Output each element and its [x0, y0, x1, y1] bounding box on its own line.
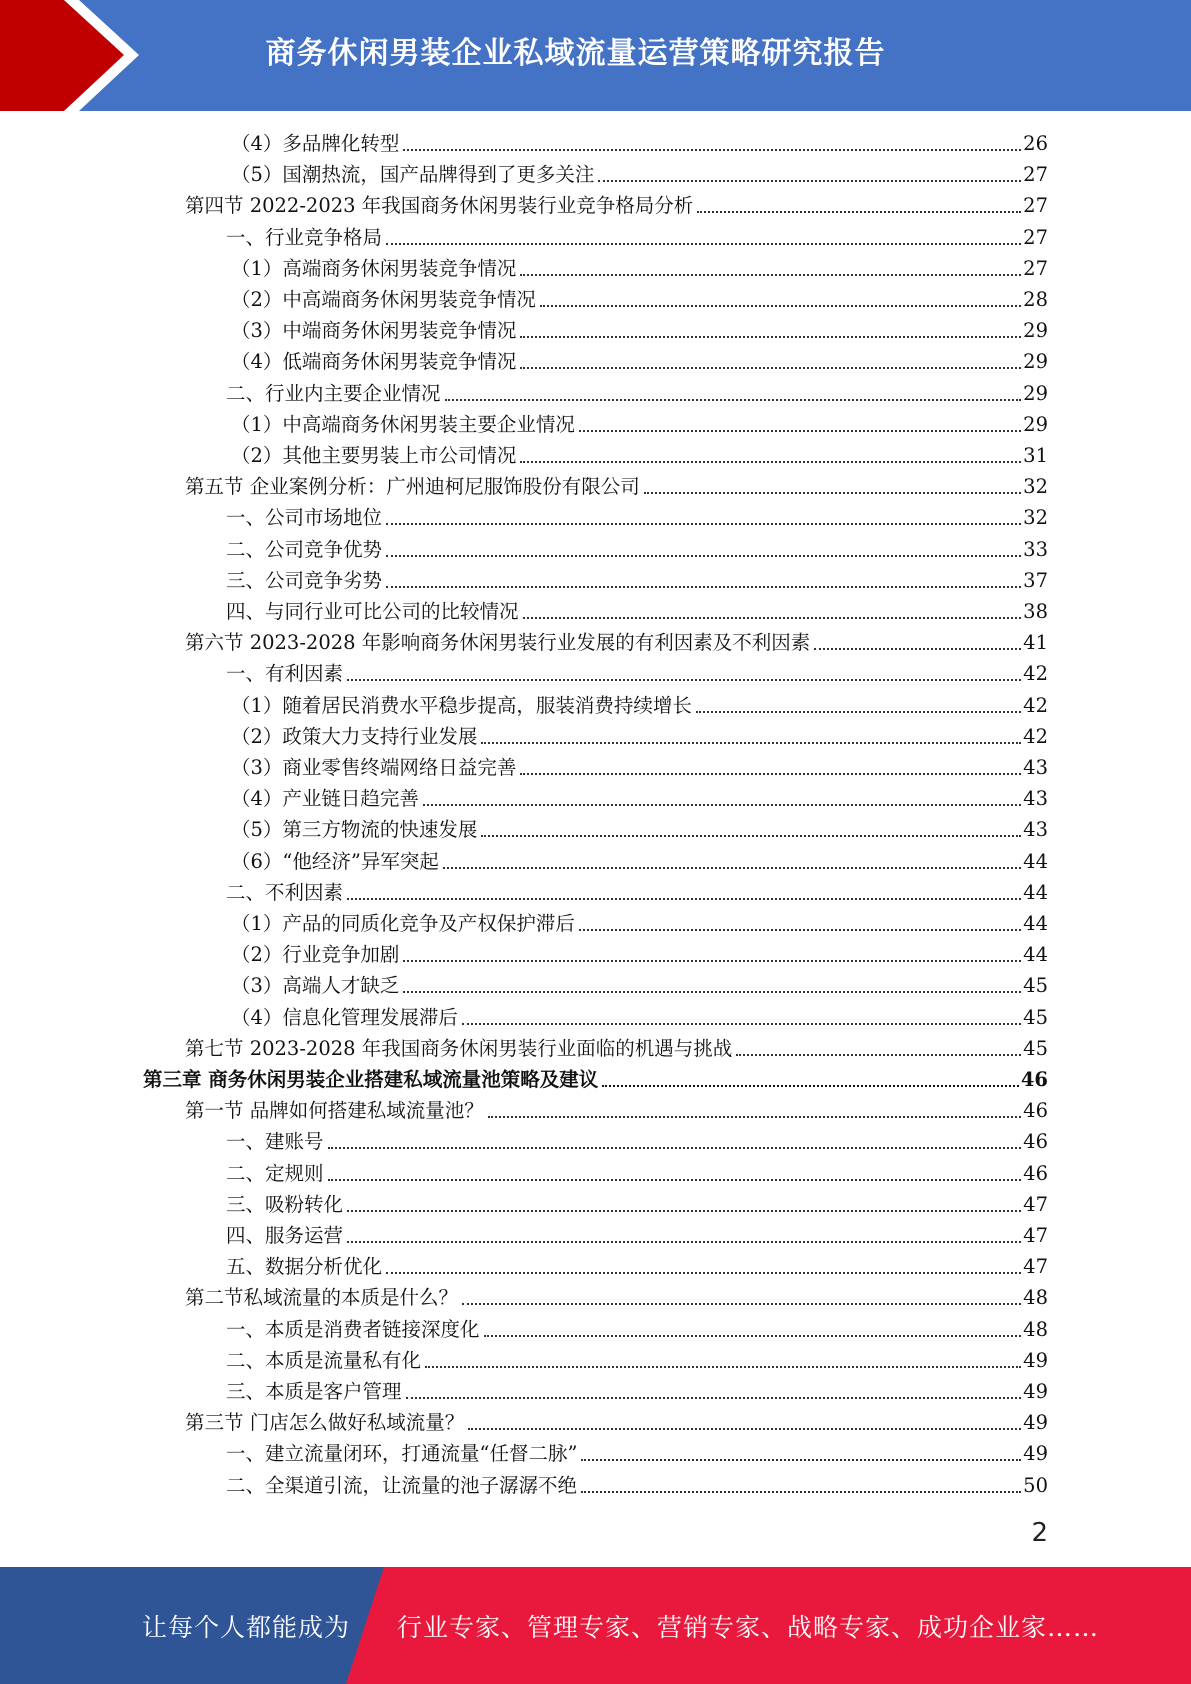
toc-entry-title: 一、有利因素	[226, 662, 344, 686]
toc-entry[interactable]	[185, 627, 1048, 658]
toc-entry[interactable]	[185, 1282, 1048, 1313]
toc-entry[interactable]	[185, 1407, 1048, 1438]
toc-dot-leader	[406, 1397, 1022, 1399]
toc-entry-page: 32	[1023, 475, 1048, 499]
toc-entry-title: 三、公司竞争劣势	[226, 568, 383, 592]
toc-entry-page: 32	[1023, 506, 1048, 530]
toc-entry[interactable]	[231, 440, 1048, 471]
toc-dot-leader	[347, 679, 1021, 681]
toc-dot-leader	[386, 243, 1021, 245]
red-arrow-icon	[0, 0, 160, 111]
footer-slogan-left: 让每个人都能成为	[142, 1612, 351, 1642]
toc-entry-title: 一、建立流量闭环，打通流量“任督二脉”	[226, 1442, 578, 1466]
toc-entry-title: （3）中端商务休闲男装竞争情况	[231, 319, 517, 343]
toc-entry[interactable]	[226, 534, 1048, 565]
toc-entry-page: 41	[1023, 631, 1048, 655]
toc-entry-title: 第六节 2023-2028 年影响商务休闲男装行业发展的有利因素及不利因素	[185, 631, 811, 655]
toc-dot-leader	[386, 555, 1021, 557]
toc-entry-title: 一、建账号	[226, 1130, 324, 1154]
toc-entry-title: 一、公司市场地位	[226, 506, 383, 530]
toc-entry-page: 42	[1023, 662, 1048, 686]
toc-dot-leader	[445, 399, 1022, 401]
toc-entry[interactable]	[231, 346, 1048, 377]
toc-dot-leader	[443, 867, 1021, 869]
toc-entry-page: 45	[1023, 1005, 1048, 1029]
toc-entry[interactable]	[185, 471, 1048, 502]
toc-dot-leader	[403, 991, 1021, 993]
toc-entry-title: 一、行业竞争格局	[226, 225, 383, 249]
toc-entry[interactable]	[231, 783, 1048, 814]
toc-entry-title: 三、吸粉转化	[226, 1192, 344, 1216]
toc-entry-page: 44	[1023, 849, 1048, 873]
toc-entry-title: （6）“他经济”异军突起	[231, 849, 439, 873]
toc-entry[interactable]	[226, 1345, 1048, 1376]
toc-entry-page: 44	[1023, 943, 1048, 967]
toc-dot-leader	[520, 773, 1021, 775]
toc-dot-leader	[347, 1210, 1021, 1212]
toc-dot-leader	[520, 336, 1021, 338]
toc-entry-page: 44	[1023, 880, 1048, 904]
toc-dot-leader	[403, 149, 1021, 151]
toc-entry-page: 29	[1023, 381, 1048, 405]
toc-entry[interactable]	[226, 1438, 1048, 1469]
toc-dot-leader	[697, 211, 1021, 213]
toc-dot-leader	[468, 1428, 1021, 1430]
toc-dot-leader	[481, 742, 1021, 744]
toc-dot-leader	[481, 835, 1021, 837]
toc-dot-leader	[328, 1147, 1022, 1149]
toc-dot-leader	[579, 929, 1021, 931]
toc-entry-title: （5）国潮热流，国产品牌得到了更多关注	[231, 163, 595, 187]
toc-entry[interactable]	[185, 190, 1048, 221]
toc-entry[interactable]	[231, 284, 1048, 315]
toc-dot-leader	[540, 305, 1021, 307]
toc-entry-title: 二、全渠道引流，让流量的池子潺潺不绝	[226, 1473, 578, 1497]
toc-dot-leader	[814, 648, 1021, 650]
toc-entry-page: 31	[1023, 444, 1048, 467]
toc-dot-leader	[462, 1023, 1021, 1025]
toc-entry-page: 46	[1020, 1068, 1048, 1091]
toc-entry-title: （2）其他主要男装上市公司情况	[231, 444, 517, 467]
toc-entry[interactable]	[231, 1002, 1048, 1033]
toc-entry[interactable]	[231, 721, 1048, 752]
toc-entry-page: 37	[1023, 568, 1048, 592]
toc-dot-leader	[403, 960, 1021, 962]
toc-entry-page: 49	[1023, 1348, 1048, 1372]
toc-entry[interactable]	[226, 1189, 1048, 1220]
toc-entry-title: （3）高端人才缺乏	[231, 974, 400, 998]
toc-entry-page: 28	[1023, 288, 1048, 311]
toc-entry-page: 46	[1023, 1161, 1048, 1185]
toc-entry-page: 33	[1023, 537, 1048, 561]
toc-entry-page: 29	[1023, 350, 1048, 374]
toc-entry[interactable]	[226, 658, 1048, 689]
toc-entry-title: 五、数据分析优化	[226, 1255, 383, 1279]
toc-entry-page: 49	[1023, 1442, 1048, 1466]
toc-entry-title: 二、定规则	[226, 1161, 324, 1185]
toc-entry-page: 47	[1023, 1255, 1048, 1279]
toc-entry-title: 第四节 2022-2023 年我国商务休闲男装行业竞争格局分析	[185, 194, 694, 218]
toc-entry-title: 第二节私域流量的本质是什么？	[185, 1286, 459, 1310]
toc-entry[interactable]	[231, 846, 1048, 877]
toc-dot-leader	[520, 274, 1021, 276]
toc-entry[interactable]	[185, 1033, 1048, 1064]
toc-entry-title: 第七节 2023-2028 年我国商务休闲男装行业面临的机遇与挑战	[185, 1036, 733, 1060]
toc-entry[interactable]	[226, 1220, 1048, 1251]
toc-entry-page: 27	[1023, 163, 1048, 187]
toc-entry[interactable]	[226, 1470, 1048, 1501]
toc-entry-page: 46	[1023, 1130, 1048, 1154]
toc-dot-leader	[484, 1335, 1022, 1337]
toc-dot-leader	[696, 711, 1021, 713]
toc-dot-leader	[644, 492, 1021, 494]
toc-entry[interactable]	[231, 128, 1048, 159]
toc-entry-page: 48	[1023, 1286, 1048, 1310]
toc-entry-title: 二、公司竞争优势	[226, 537, 383, 561]
toc-dot-leader	[386, 586, 1021, 588]
toc-entry-title: 三、本质是客户管理	[226, 1380, 402, 1403]
toc-dot-leader	[488, 1116, 1021, 1118]
toc-dot-leader	[598, 180, 1021, 182]
toc-dot-leader	[347, 898, 1021, 900]
toc-dot-leader	[581, 1491, 1021, 1493]
toc-entry[interactable]	[231, 970, 1048, 1001]
toc-dot-leader	[425, 1366, 1021, 1368]
toc-entry[interactable]	[226, 1314, 1048, 1345]
toc-entry[interactable]	[231, 690, 1048, 721]
toc-entry-page: 43	[1023, 818, 1048, 842]
toc-entry-page: 27	[1023, 256, 1048, 280]
toc-entry[interactable]	[226, 222, 1048, 253]
footer-slogan-right: 行业专家、管理专家、营销专家、战略专家、成功企业家……	[397, 1612, 1100, 1642]
toc-entry-page: 50	[1023, 1473, 1048, 1497]
toc-entry-page: 48	[1023, 1317, 1048, 1341]
toc-entry[interactable]	[231, 939, 1048, 970]
toc-dot-leader	[581, 1459, 1021, 1461]
toc-entry-title: （1）随着居民消费水平稳步提高，服装消费持续增长	[231, 693, 692, 717]
toc-entry-title: （4）低端商务休闲男装竞争情况	[231, 350, 517, 374]
toc-entry-title: 四、服务运营	[226, 1224, 344, 1247]
toc-entry-title: 第三节 门店怎么做好私域流量？	[185, 1411, 465, 1435]
toc-entry[interactable]	[226, 502, 1048, 533]
toc-entry-title: （1）产品的同质化竞争及产权保护滞后	[231, 912, 575, 935]
toc-entry-title: （4）产业链日趋完善	[231, 787, 419, 811]
toc-entry[interactable]	[185, 1095, 1048, 1126]
toc-entry-page: 46	[1023, 1099, 1048, 1123]
toc-entry[interactable]	[231, 409, 1048, 440]
toc-dot-leader	[328, 1179, 1022, 1181]
toc-entry[interactable]	[226, 1376, 1048, 1407]
toc-entry-page: 27	[1023, 194, 1048, 218]
toc-entry-title: 一、本质是消费者链接深度化	[226, 1317, 480, 1341]
toc-entry-title: 四、与同行业可比公司的比较情况	[226, 600, 519, 623]
toc-entry[interactable]	[231, 253, 1048, 284]
toc-dot-leader	[462, 1303, 1021, 1305]
toc-entry-page: 29	[1023, 319, 1048, 343]
toc-entry-page: 29	[1023, 412, 1048, 436]
toc-entry-title: 第五节 企业案例分析：广州迪柯尼服饰股份有限公司	[185, 475, 640, 499]
toc-entry[interactable]	[226, 378, 1048, 409]
toc-dot-leader	[579, 430, 1021, 432]
toc-entry-page: 42	[1023, 724, 1048, 748]
toc-entry[interactable]	[226, 1158, 1048, 1189]
toc-entry-title: （1）高端商务休闲男装竞争情况	[231, 256, 517, 280]
toc-dot-leader	[520, 367, 1021, 369]
toc-entry-title: （1）中高端商务休闲男装主要企业情况	[231, 412, 575, 436]
toc-dot-leader	[423, 804, 1021, 806]
toc-entry-title: 二、不利因素	[226, 880, 344, 904]
toc-entry[interactable]	[231, 159, 1048, 190]
toc-entry-page: 43	[1023, 756, 1048, 779]
toc-entry[interactable]	[226, 1251, 1048, 1282]
toc-entry-page: 49	[1023, 1380, 1048, 1403]
toc-entry-title: （2）中高端商务休闲男装竞争情况	[231, 288, 536, 311]
toc-entry-page: 26	[1023, 132, 1048, 155]
toc-entry-title: 第一节 品牌如何搭建私域流量池？	[185, 1099, 484, 1123]
toc-entry[interactable]	[231, 315, 1048, 346]
toc-entry[interactable]	[231, 908, 1048, 939]
toc-entry-title: 第三章 商务休闲男装企业搭建私域流量池策略及建议	[143, 1068, 599, 1091]
toc-entry-page: 27	[1023, 225, 1048, 249]
toc-dot-leader	[520, 461, 1021, 463]
toc-entry-page: 47	[1023, 1224, 1048, 1247]
toc-entry-page: 45	[1023, 974, 1048, 998]
toc-entry-title: （3）商业零售终端网络日益完善	[231, 756, 517, 779]
toc-dot-leader	[386, 1272, 1021, 1274]
toc-entry[interactable]	[231, 814, 1048, 845]
page-header	[0, 0, 1191, 111]
toc-entry[interactable]	[143, 1064, 1048, 1095]
toc-entry-page: 45	[1023, 1036, 1048, 1060]
toc-dot-leader	[602, 1085, 1019, 1087]
page-number: 2	[1031, 1518, 1048, 1548]
toc-entry-page: 49	[1023, 1411, 1048, 1435]
toc-entry-title: （2）行业竞争加剧	[231, 943, 400, 967]
toc-dot-leader	[347, 1241, 1021, 1243]
toc-entry-page: 43	[1023, 787, 1048, 811]
page-footer	[0, 1567, 1191, 1684]
toc-dot-leader	[736, 1054, 1021, 1056]
toc-entry-page: 44	[1023, 912, 1048, 935]
toc-entry-title: 二、本质是流量私有化	[226, 1348, 422, 1372]
toc-dot-leader	[386, 523, 1021, 525]
toc-entry-page: 47	[1023, 1192, 1048, 1216]
report-title: 商务休闲男装企业私域流量运营策略研究报告	[265, 36, 886, 71]
toc-entry-title: （5）第三方物流的快速发展	[231, 818, 478, 842]
toc-entry-page: 38	[1023, 600, 1048, 623]
toc-entry[interactable]	[226, 1126, 1048, 1157]
toc-dot-leader	[523, 617, 1022, 619]
toc-entry[interactable]	[226, 565, 1048, 596]
toc-entry-title: （4）信息化管理发展滞后	[231, 1005, 458, 1029]
toc-entry-title: （2）政策大力支持行业发展	[231, 724, 478, 748]
toc-entry-title: （4）多品牌化转型	[231, 132, 400, 155]
toc-entry[interactable]	[226, 596, 1048, 627]
toc-entry[interactable]	[231, 752, 1048, 783]
toc-entry[interactable]	[226, 877, 1048, 908]
toc-entry-title: 二、行业内主要企业情况	[226, 381, 441, 405]
toc-entry-page: 42	[1023, 693, 1048, 717]
